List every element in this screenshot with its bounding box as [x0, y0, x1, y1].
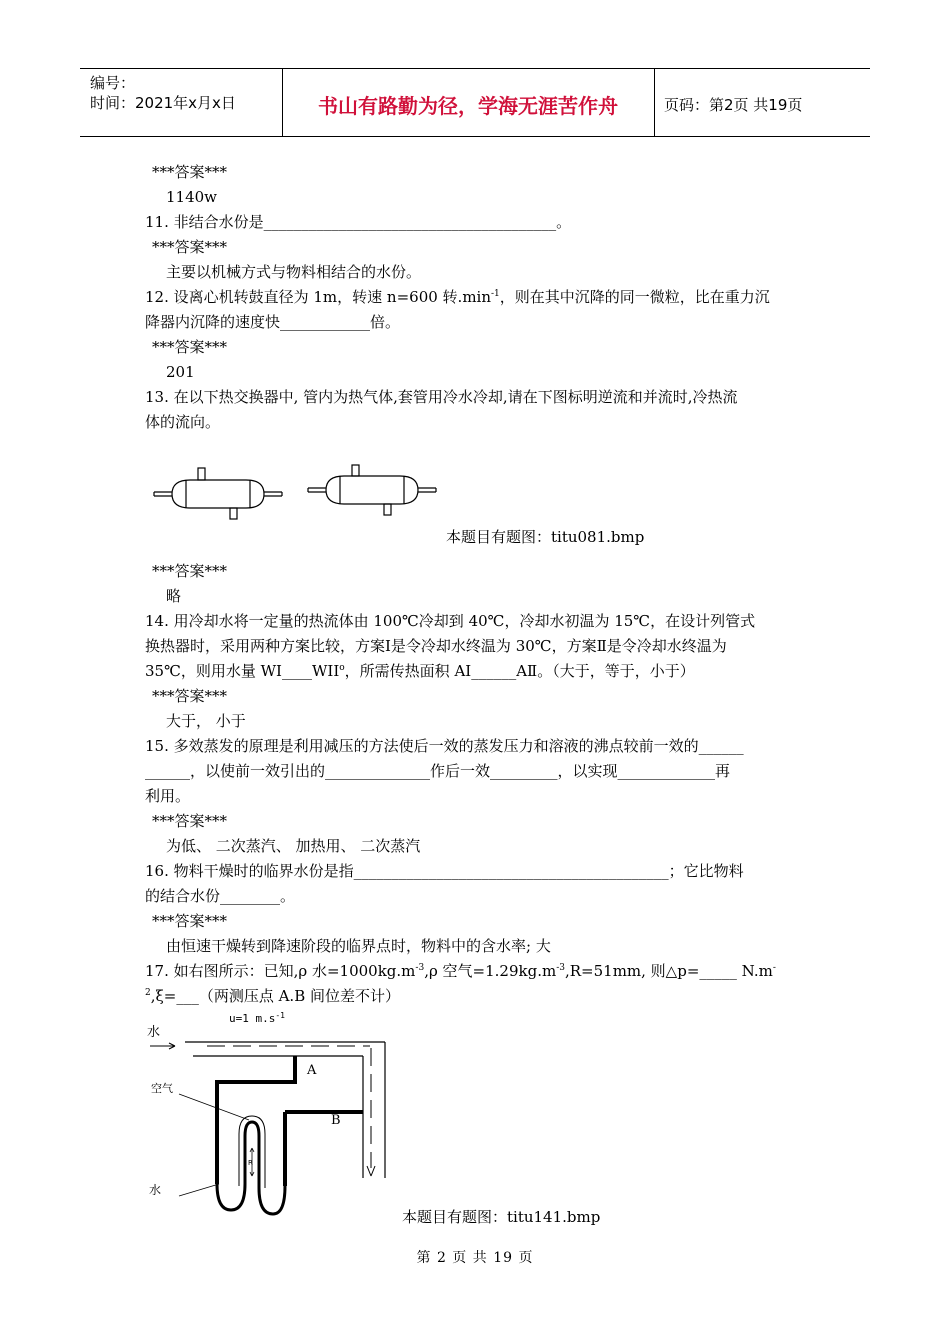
figure-label-velocity [229, 1011, 285, 1025]
question-13-line2: 体的流向。 [145, 413, 221, 431]
answer-tag: ***答案*** [152, 562, 228, 580]
figure-label-velocity-text: u=1 m.s [229, 1012, 276, 1025]
figure-label-point-b: B [331, 1113, 341, 1128]
header-bottom-rule [80, 136, 870, 137]
question-14-line3: 35℃，则用水量 WI____WII$^o$，所需传热面积 AI______AⅡ。（大于，等于，小于） [145, 662, 695, 680]
question-12-line2: 降器内沉降的速度快____________倍。 [145, 313, 401, 331]
answer-text: 201 [166, 363, 195, 381]
figure-label-velocity-sup: -1 [275, 1011, 285, 1020]
question-11: 11. 非结合水份是_______________________________________。 [145, 213, 572, 231]
question-12-line1: 12. 设离心机转鼓直径为 1m，转速 n=600 转$.\min^{-1}$，则在其中沉降的同一微粒，比在重力沉 [145, 288, 770, 306]
answer-tag: ***答案*** [152, 687, 228, 705]
header-number-label: 编号： [90, 74, 136, 92]
question-17-line2: $^2$,ξ=___（两测压点 A.B 间位差不计） [145, 987, 400, 1005]
figure-caption: 本题目有题图：titu141.bmp [402, 1208, 601, 1226]
answer-text: 主要以机械方式与物料相结合的水份。 [166, 263, 422, 281]
answer-tag: ***答案*** [152, 163, 228, 181]
question-14-line2: 换热器时，采用两种方案比较，方案Ⅰ是令冷却水终温为 30℃，方案Ⅱ是令冷却水终温为 [145, 637, 727, 655]
answer-tag: ***答案*** [152, 812, 228, 830]
answer-text: 为低、 二次蒸汽、 加热用、 二次蒸汽 [166, 837, 421, 855]
question-17-line1: 17. 如右图所示：已知,ρ 水$=1000kg.m^{-3},\rho$ 空气$=1.29kg.m^{-3},R=51mm$, 则△p=_____ N.m- [145, 962, 776, 980]
question-13-line1: 13. 在以下热交换器中, 管内为热气体,套管用冷水冷却,请在下图标明逆流和并流时,冷热流 [145, 388, 738, 406]
figure-label-r: R [248, 1159, 253, 1167]
question-15-line1: 15. 多效蒸发的原理是利用减压的方法使后一效的蒸发压力和溶液的沸点较前一效的______ [145, 737, 744, 755]
figure-label-water-bottom: 水 [149, 1183, 162, 1197]
question-16-line1: 16. 物料干燥时的临界水份是指__________________________________________；它比物料 [145, 862, 744, 880]
answer-text: 由恒速干燥转到降速阶段的临界点时，物料中的含水率; 大 [166, 937, 551, 955]
answer-tag: ***答案*** [152, 338, 228, 356]
question-14-line1: 14. 用冷却水将一定量的热流体由 100℃冷却到 40℃，冷却水初温为 15℃，在设计列管式 [145, 612, 756, 630]
figure-label-air: 空气 [151, 1082, 173, 1095]
question-15-line2: ______，以使前一效引出的______________作后一效_________，以实现_____________再 [145, 762, 731, 780]
figure-label-point-a: A [307, 1063, 317, 1078]
answer-tag: ***答案*** [152, 912, 228, 930]
header-page-info: 页码：第2页 共19页 [664, 96, 803, 114]
question-15-line3: 利用。 [145, 787, 191, 805]
page-footer: 第 2 页 共 19 页 [416, 1250, 534, 1266]
header-motto: 书山有路勤为径，学海无涯苦作舟 [318, 94, 618, 118]
question-16-line2: 的结合水份________。 [145, 887, 296, 905]
figure-caption: 本题目有题图：titu081.bmp [446, 528, 645, 546]
header-time-label: 时间：2021年x月x日 [90, 94, 236, 112]
header-divider-right [654, 68, 655, 136]
answer-tag: ***答案*** [152, 238, 228, 256]
header-top-rule [80, 68, 870, 69]
answer-text: 略 [166, 587, 182, 605]
answer-text: 大于， 小于 [166, 712, 246, 730]
heat-exchanger-figure [150, 462, 450, 522]
figure-label-water-inlet: 水 [147, 1025, 161, 1040]
manometer-figure [145, 1008, 395, 1223]
answer-text: 1140w [166, 188, 218, 206]
